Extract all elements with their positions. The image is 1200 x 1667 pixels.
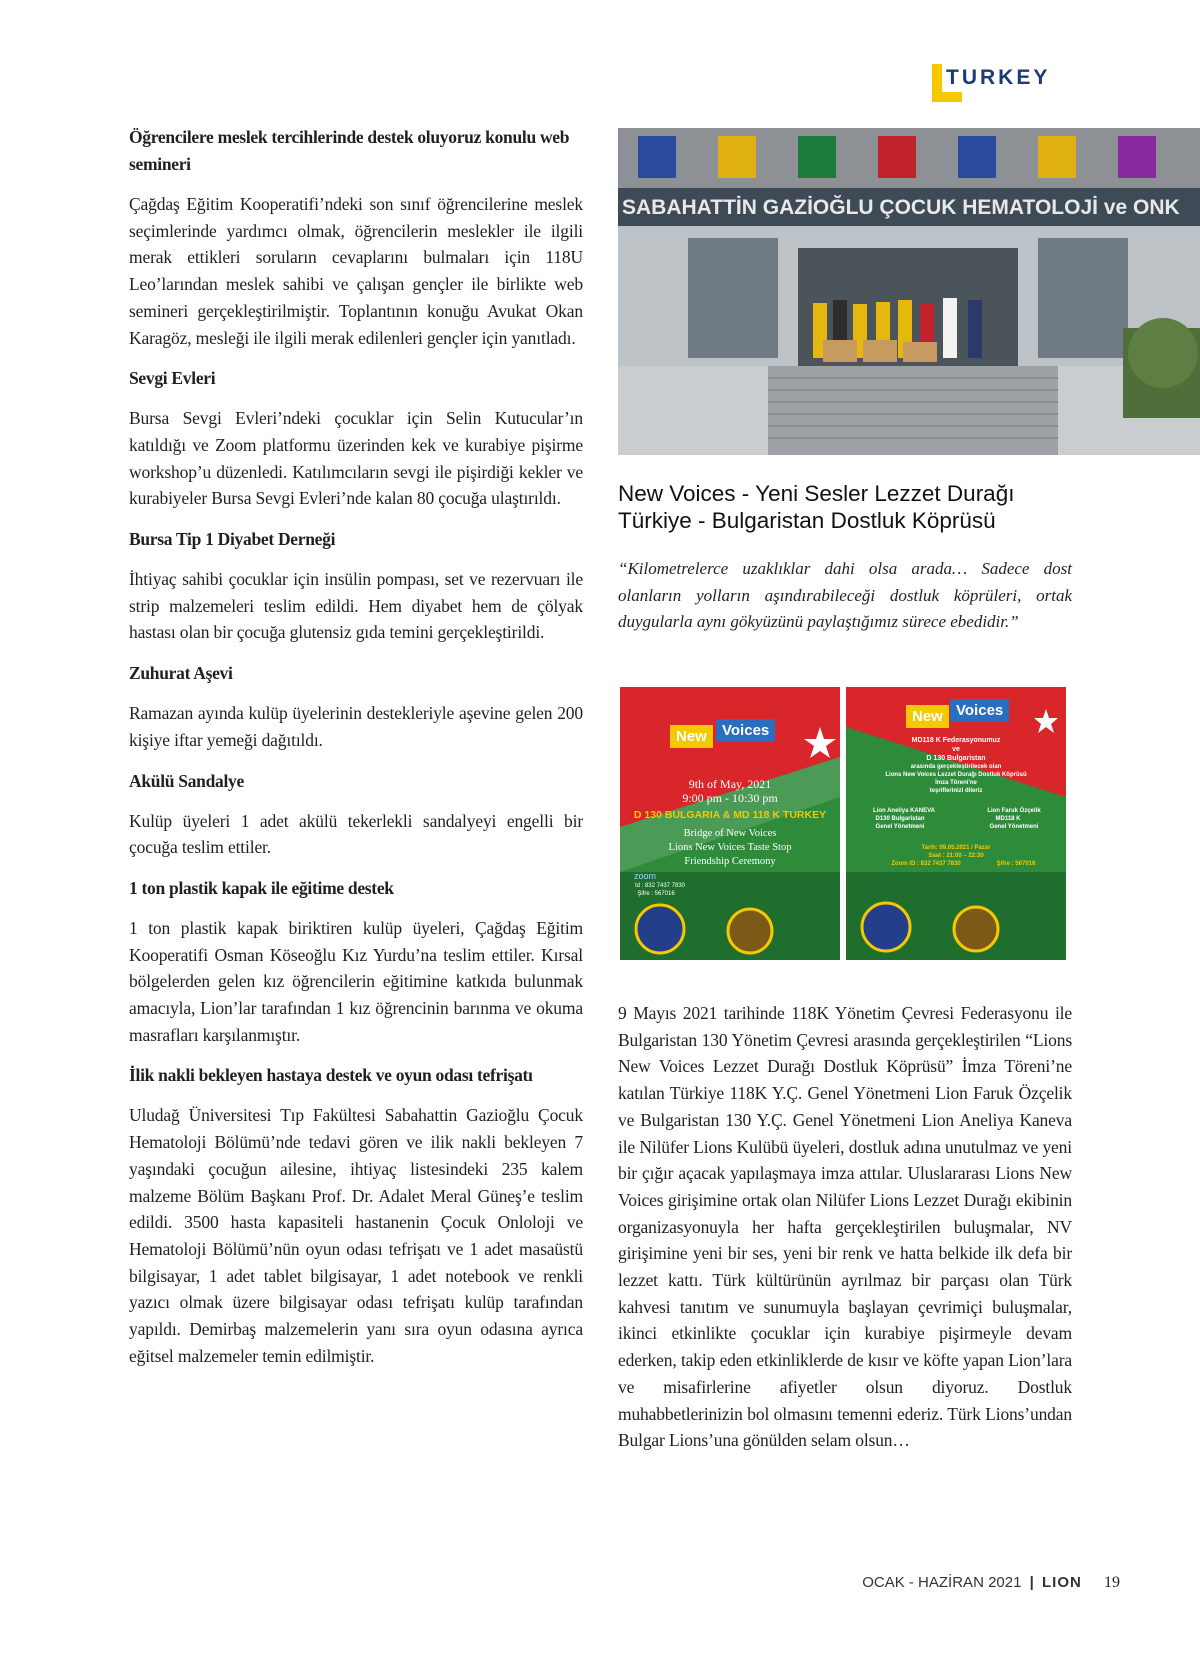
poster-invite: D 130 Bulgaristan bbox=[926, 755, 986, 762]
section-title: İlik nakli bekleyen hastaya destek ve oyun odası tefrişatı bbox=[129, 1065, 533, 1086]
section-title: Zuhurat Aşevi bbox=[129, 663, 233, 684]
section-body: Bursa Sevgi Evleri’ndeki çocuklar için Selin Kutucular’ın katıldığı ve Zoom platformu üzerinden kek ve kurabiye pişirme workshop’u düzenledi. Katılımcıların sevgi ile pişirdiği kekler ve kurabiyeler Bursa Sevgi Evleri’nde kalan 80 çocuğa ulaştırıldı. bbox=[129, 408, 583, 509]
article-body: 9 Mayıs 2021 tarihinde 118K Yönetim Çevresi Federasyonu ile Bulgaristan 130 Yönetim Çevresi arasında gerçekleştirilen “Lions New Voices Lezzet Durağı Dostluk Köprüsü” İmza Töreni’ne katılan Türkiye 118K Y.Ç. Genel Yönetmeni Lion Faruk Özçelik ve Bulgaristan 130 Y.Ç. Genel Yönetmeni Lion Aneliya Kaneva ile Nilüfer Lions Kulübü üyeleri, dostluk adına unutulmaz ve yeni bir çığır açacak yapılaşmaya imza attılar. Uluslararası Lions New Voices girişimine ortak olan Nilüfer Lions Lezzet Durağı ekibinin organizasyonuyla her hafta gerçekleştirilen buluşmalar, NV girişimine yeni bir ses, yeni bir renk ve hatta belkide ilk defa bir lezzet kattı. Türk kültürünün ayrılmaz bir parçası olan Türk kahvesi tanıtım ve sunumuyla başlayan çevrimiçi buluşmalar, ikinci etkinlikte çocuklar için kurabiye pişirmeyle devam ederken, takip eden etkinliklerde de kısır ve köfte yapan Lion’lara ve misafirlerine afiyetler olsun diyoruz. Dostluk muhabbetlerinizin bol olmasını temenni ederiz. Türk Lions’undan Bulgar Lions’una gönülden selam olsun… bbox=[618, 1003, 1072, 1451]
section-title: Akülü Sandalye bbox=[129, 770, 244, 791]
poster-voices-badge: Voices bbox=[716, 719, 775, 742]
poster-time: 9:00 pm - 10:30 pm bbox=[682, 791, 778, 805]
poster-new-voices-tr bbox=[846, 687, 1066, 960]
footer-magazine: LION bbox=[1041, 1574, 1082, 1591]
footer-issue: OCAK - HAZİRAN 2021 bbox=[862, 1574, 1022, 1591]
poster-date: 9th of May, 2021 bbox=[688, 777, 772, 791]
article-title: New Voices - Yeni Sesler Lezzet Durağı Türkiye - Bulgaristan Dostluk Köprüsü bbox=[618, 481, 1015, 533]
poster-invite: Lions New Voices Lezzet Durağı Dostluk Köprüsü bbox=[885, 772, 1027, 778]
poster-signatory-right-name: Lion Faruk Özçelik bbox=[987, 808, 1041, 814]
poster-zoom-id: Zoom ID : 832 7437 7830 bbox=[891, 861, 961, 867]
section-body: Ramazan ayında kulüp üyelerinin destekleriyle aşevine gelen 200 kişiye iftar yemeği dağıtıldı. bbox=[129, 703, 583, 750]
section-title: 1 ton plastik kapak ile eğitime destek bbox=[129, 877, 394, 898]
poster-zoom-password: Şifre : 567016 bbox=[637, 891, 675, 897]
poster-zoom-label: zoom bbox=[633, 871, 656, 881]
hospital-photo-illustration bbox=[618, 128, 1200, 455]
poster-line: Bridge of New Voices bbox=[683, 828, 777, 839]
brand-word: TURKEY bbox=[946, 66, 1051, 89]
left-column bbox=[129, 124, 583, 1384]
poster-invite: teşriflerinizi dileriz bbox=[929, 788, 983, 794]
poster-signatory-right-role: Genel Yönetmeni bbox=[989, 824, 1039, 830]
poster-zoom-id: Id : 832 7437 7830 bbox=[634, 883, 686, 889]
section-body: Uludağ Üniversitesi Tıp Fakültesi Sabahattin Gazioğlu Çocuk Hematoloji Bölümü’nde tedavi gören ve ilik nakli bekleyen 7 yaşındaki çocuğun ailesine, ihtiyaç listesindeki 235 kalem malzeme Bölüm Başkanı Prof. Dr. Adalet Meral Güneş’e teslim edildi. 3500 hasta kapasiteli hastanenin Çocuk Onloloji ve Hematoloji Bölümü’nün oyun odası tefrişatı ve 1 adet masaüstü bilgisayar, 1 adet tablet bilgisayar, 1 adet notebook ve renkli yazıcı olmak üzere bilgisayar odası tefrişatı kulüp tarafından yapıldı. Demirbaş malzemelerin yanı sıra oyun odasına ayrıca eğitsel malzemeler temin edilmiştir. bbox=[129, 1105, 583, 1366]
poster-time: Saat : 21:00 – 22:30 bbox=[928, 853, 984, 859]
poster-invite: MD118 K Federasyonumuz bbox=[911, 737, 1001, 744]
poster-signatory-left-role: Genel Yönetmeni bbox=[875, 824, 925, 830]
hospital-sign-text: SABAHATTİN GAZİOĞLU ÇOCUK HEMATOLOJİ ve ONK bbox=[622, 196, 1180, 219]
poster-districts: D 130 BULGARIA & MD 118 K TURKEY bbox=[633, 809, 827, 821]
brand-l-mark-base bbox=[932, 92, 962, 102]
poster-zoom-password: Şifre : 567016 bbox=[996, 861, 1036, 867]
poster-signatory-left-org: D130 Bulgaristan bbox=[875, 816, 925, 822]
hospital-group-photo bbox=[618, 128, 1200, 455]
section-body: Çağdaş Eğitim Kooperatifi’ndeki son sınıf öğrencilerine meslek seçimlerinde yardımcı olmak, öğrencilerin meslekler ile ilgili merak ettikleri soruların cevaplarını bulmaları için 118U Leo’larından meslek sahibi ve çalışan gençler ile birlikte web semineri gerçekleştirilmiştir. Toplantının konuğu Avukat Okan Karagöz, mesleği ile ilgili merak edilenleri gençler için yanıtladı. bbox=[129, 194, 583, 348]
poster-new-badge: New bbox=[906, 705, 949, 728]
poster-new-badge: New bbox=[670, 725, 713, 748]
section-body: İhtiyaç sahibi çocuklar için insülin pompası, set ve rezervuarı ile strip malzemeleri teslim edildi. Hem diyabet hem de çölyak hastası olan bir çocuğa glutensiz gıda temini gerçekleştirildi. bbox=[129, 569, 583, 643]
section-body: Kulüp üyeleri 1 adet akülü tekerlekli sandalyeyi engelli bir çocuğa teslim ettiler. bbox=[129, 810, 583, 858]
section-title: Sevgi Evleri bbox=[129, 368, 216, 389]
brand-logo bbox=[930, 64, 1070, 102]
poster-line: Friendship Ceremony bbox=[684, 856, 776, 867]
poster-voices-badge: Voices bbox=[950, 699, 1009, 722]
poster-date: Tarih: 09.05.2021 / Pazar bbox=[921, 845, 991, 851]
footer-separator: | bbox=[1029, 1574, 1034, 1591]
poster-invite: ve bbox=[952, 746, 960, 753]
article-quote: “Kilometrelerce uzaklıklar dahi olsa arada… Sadece dost olanların yolların aşındırabileceği dostluk köprüleri, ortak duygularla aynı gökyüzünü paylaştığımız sürece ebedidir.” bbox=[618, 559, 1072, 631]
section-title: Öğrencilere meslek tercihlerinde destek oluyoruz konulu web semineri bbox=[129, 127, 570, 174]
poster-signatory-left-name: Lion Aneliya KANEVA bbox=[872, 808, 935, 814]
poster-new-voices-en bbox=[620, 687, 840, 960]
poster-invite: arasında gerçekleştirilecek olan bbox=[910, 764, 1002, 770]
section-title: Bursa Tip 1 Diyabet Derneği bbox=[129, 529, 336, 550]
poster-signatory-right-org: MD118 K bbox=[995, 816, 1021, 822]
poster-line: Lions New Voices Taste Stop bbox=[668, 842, 792, 853]
poster-invite: İmza Töreni'ne bbox=[935, 780, 977, 786]
page-footer bbox=[780, 1574, 1120, 1592]
section-body: 1 ton plastik kapak biriktiren kulüp üyeleri, Çağdaş Eğitim Kooperatifi Osman Köseoğlu Kız Yurdu’na teslim ettiler. Kırsal bölgelerden gelen kız öğrencilerin eğitimine katkıda bulunmak amacıyla, Lion’lar tarafından 1 kız öğrencinin barınma ve okuma masrafları karşılanmıştır. bbox=[129, 917, 583, 1045]
page-number: 19 bbox=[1104, 1574, 1120, 1591]
